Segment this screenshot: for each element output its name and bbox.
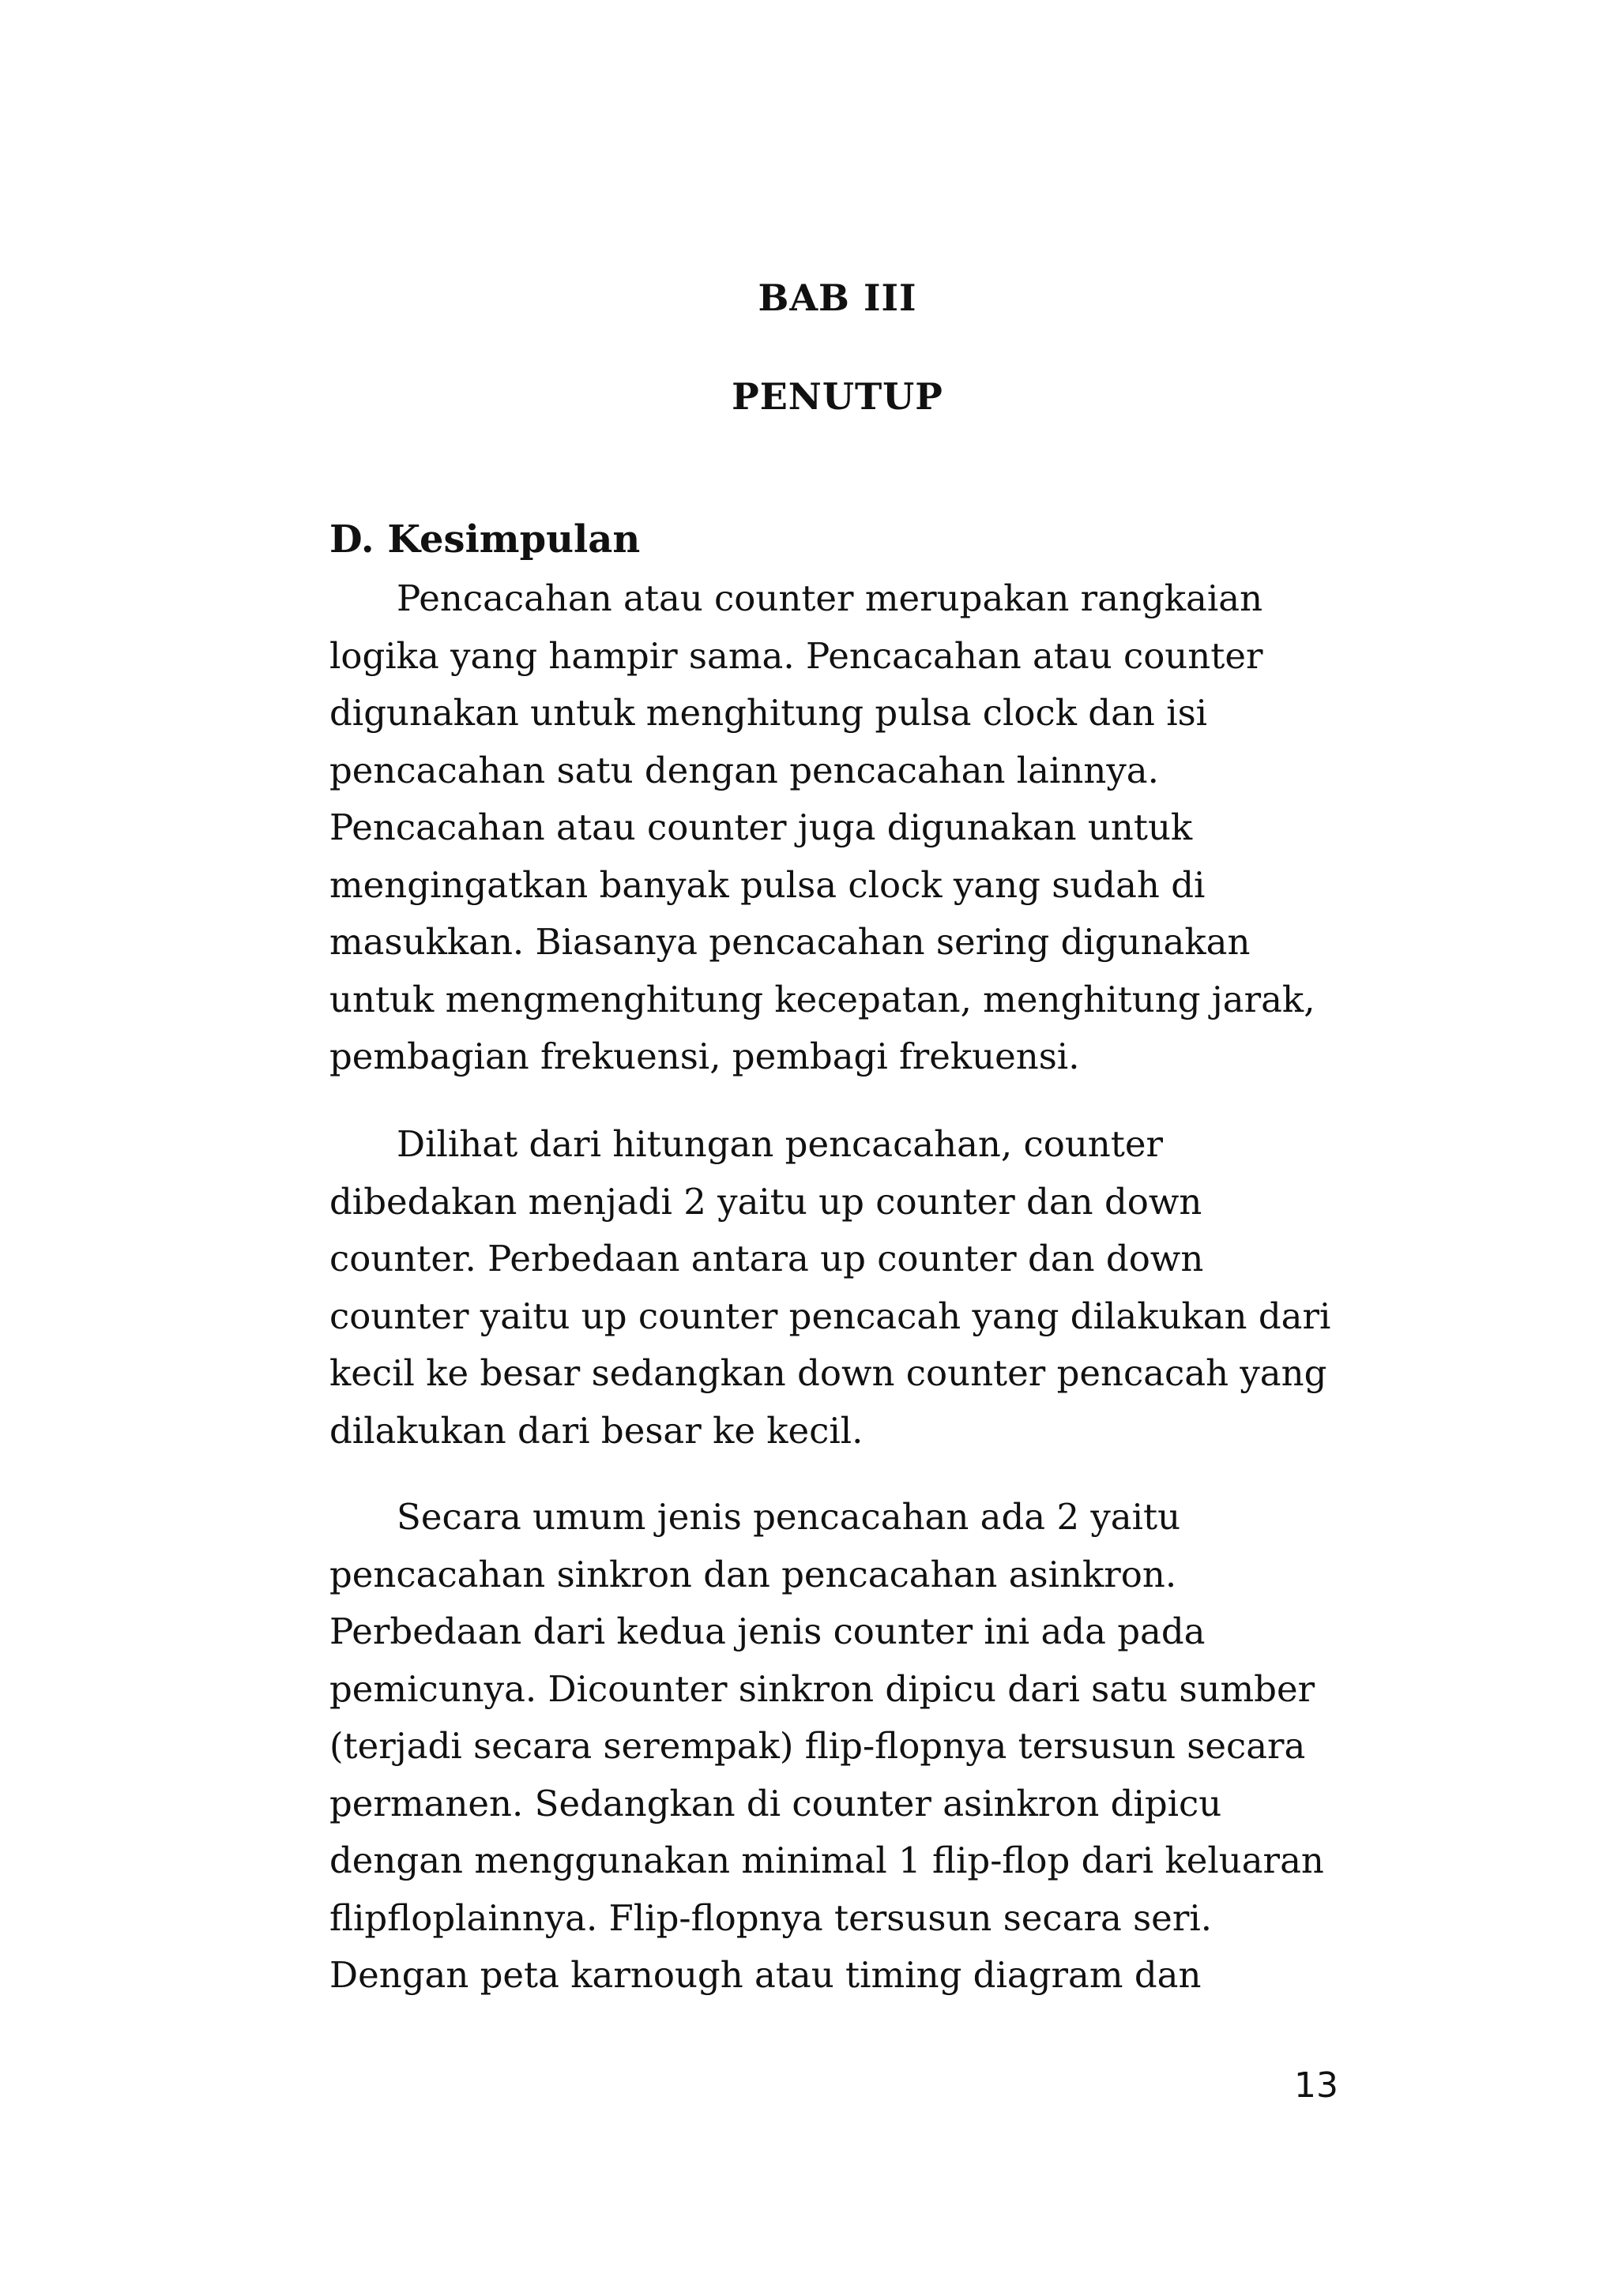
text-line: kecil ke besar sedangkan down counter pencacah yang [329,1352,1327,1394]
text-line: Dilihat dari hitungan pencacahan, counter [397,1123,1164,1165]
text-line: (terjadi secara serempak) flip-flopnya tersusun secara [329,1725,1306,1767]
chapter-title: PENUTUP [732,375,943,418]
text-line: pencacahan sinkron dan pencacahan asinkron. [329,1553,1177,1595]
paragraph-1 [329,570,1349,1086]
text-line: pencacahan satu dengan pencacahan lainnya. [329,749,1159,791]
paragraph-2 [329,1116,1349,1460]
text-line: mengingatkan banyak pulsa clock yang sudah di [329,863,1206,906]
text-line: permanen. Sedangkan di counter asinkron dipicu [329,1782,1222,1824]
section-heading: D. Kesimpulan [329,517,641,562]
text-line: counter. Perbedaan antara up counter dan down [329,1238,1204,1280]
text-line: dilakukan dari besar ke kecil. [329,1409,864,1452]
text-line: digunakan untuk menghitung pulsa clock dan isi [329,692,1208,734]
text-line: pembagian frekuensi, pembagi frekuensi. [329,1035,1080,1077]
text-line: counter yaitu up counter pencacah yang dilakukan dari [329,1295,1331,1337]
text-line: logika yang hampir sama. Pencacahan atau counter [329,634,1263,677]
text-line: Pencacahan atau counter juga digunakan untuk [329,806,1193,848]
text-line: untuk mengmenghitung kecepatan, menghitung jarak, [329,978,1315,1020]
text-line: Dengan peta karnough atau timing diagram dan [329,1954,1202,1996]
text-line: pemicunya. Dicounter sinkron dipicu dari satu sumber [329,1667,1315,1710]
text-line: Pencacahan atau counter merupakan rangkaian [397,577,1263,619]
text-line: Perbedaan dari kedua jenis counter ini ada pada [329,1610,1206,1652]
page-number: 13 [1294,2065,1338,2106]
text-line: flipfloplainnya. Flip-flopnya tersusun secara seri. [329,1896,1213,1939]
text-line: dibedakan menjadi 2 yaitu up counter dan down [329,1180,1202,1223]
text-line: masukkan. Biasanya pencacahan sering digunakan [329,921,1251,963]
text-line: dengan menggunakan minimal 1 flip-flop dari keluaran [329,1839,1324,1881]
chapter-number: BAB III [758,276,917,319]
text-line: Secara umum jenis pencacahan ada 2 yaitu [397,1496,1181,1538]
paragraph-3 [329,1489,1349,2005]
